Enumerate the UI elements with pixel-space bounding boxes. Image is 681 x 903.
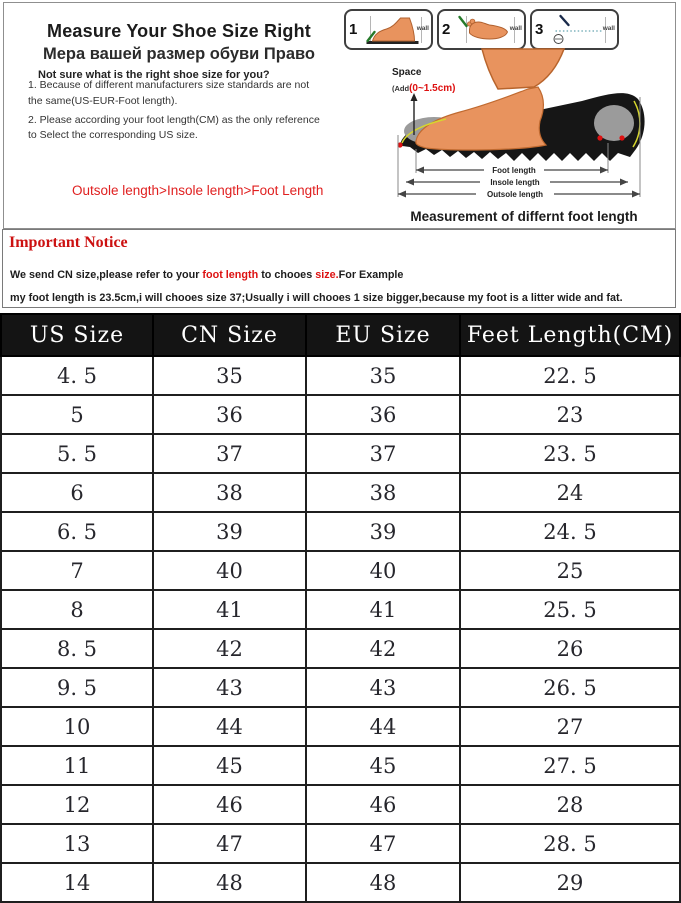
- size-cell: 13: [1, 824, 153, 863]
- size-cell: 35: [306, 356, 460, 395]
- size-cell: 7: [1, 551, 153, 590]
- table-row: [1, 356, 680, 395]
- table-row: [1, 551, 680, 590]
- notice-highlight: size.: [315, 268, 339, 281]
- notice-line-1: [10, 269, 403, 281]
- column-header: Feet Length(CM): [460, 314, 680, 356]
- notice-text: For Example: [338, 268, 404, 281]
- diagram-caption: Measurement of differnt foot length: [410, 208, 638, 224]
- size-table-header-row: [1, 314, 680, 356]
- table-row: [1, 863, 680, 902]
- size-cell: 9. 5: [1, 668, 153, 707]
- size-cell: 36: [306, 395, 460, 434]
- table-row: [1, 590, 680, 629]
- size-cell: 6. 5: [1, 512, 153, 551]
- size-cell: 36: [153, 395, 306, 434]
- size-table: [0, 313, 681, 903]
- space-add-value: (0~1.5cm): [409, 83, 456, 94]
- table-row: [1, 512, 680, 551]
- size-cell: 46: [306, 785, 460, 824]
- size-cell: 29: [460, 863, 680, 902]
- size-cell: 41: [306, 590, 460, 629]
- size-cell: 40: [153, 551, 306, 590]
- size-cell: 47: [306, 824, 460, 863]
- size-cell: 24. 5: [460, 512, 680, 551]
- table-row: [1, 785, 680, 824]
- size-cell: 12: [1, 785, 153, 824]
- size-cell: 46: [153, 785, 306, 824]
- size-cell: 48: [153, 863, 306, 902]
- table-row: [1, 824, 680, 863]
- important-notice-section: [2, 229, 676, 308]
- size-cell: 22. 5: [460, 356, 680, 395]
- step-1-number: 1: [349, 21, 358, 38]
- marker-dot: [597, 135, 602, 140]
- table-row: [1, 473, 680, 512]
- size-cell: 44: [306, 707, 460, 746]
- size-cell: 10: [1, 707, 153, 746]
- column-header: EU Size: [306, 314, 460, 356]
- pen-icon: [561, 16, 569, 25]
- measure-guide-section: [3, 2, 676, 229]
- step-1-box: [344, 9, 433, 50]
- size-cell: 26: [460, 629, 680, 668]
- wall-label: wall: [602, 25, 615, 32]
- space-add-prefix: (Add: [392, 84, 410, 93]
- step-3-number: 3: [535, 21, 544, 38]
- size-cell: 42: [306, 629, 460, 668]
- size-cell: 45: [306, 746, 460, 785]
- notice-line-2: my foot length is 23.5cm,i will chooes size 37;Usually i will chooes 1 size bigger,because my foot is a litter wide and fat.: [10, 291, 623, 304]
- size-cell: 42: [153, 629, 306, 668]
- size-cell: 48: [306, 863, 460, 902]
- size-cell: 24: [460, 473, 680, 512]
- size-cell: 26. 5: [460, 668, 680, 707]
- foot-length-label: Foot length: [492, 166, 536, 175]
- table-row: [1, 746, 680, 785]
- guide-points: [28, 78, 320, 147]
- insole-length-label: Insole length: [490, 178, 540, 187]
- table-row: [1, 707, 680, 746]
- table-row: [1, 668, 680, 707]
- size-cell: 27: [460, 707, 680, 746]
- size-cell: 5: [1, 395, 153, 434]
- size-cell: 8. 5: [1, 629, 153, 668]
- size-cell: 38: [306, 473, 460, 512]
- size-cell: 8: [1, 590, 153, 629]
- size-cell: 25. 5: [460, 590, 680, 629]
- size-cell: 28: [460, 785, 680, 824]
- size-cell: 23: [460, 395, 680, 434]
- space-annotation: [392, 67, 456, 96]
- length-rule-text: Outsole length>Insole length>Foot Length: [72, 182, 324, 198]
- wall-label: wall: [509, 25, 522, 32]
- size-cell: 43: [153, 668, 306, 707]
- guide-point-1: 1. Because of different manufacturers size standards are not the same(US-EUR-Foot length).: [28, 79, 310, 107]
- size-cell: 43: [306, 668, 460, 707]
- size-cell: 47: [153, 824, 306, 863]
- guide-question: Not sure what is the right shoe size for you?: [38, 69, 270, 81]
- size-cell: 45: [153, 746, 306, 785]
- column-header: US Size: [1, 314, 153, 356]
- step-2-box: [437, 9, 526, 50]
- size-cell: 37: [306, 434, 460, 473]
- table-row: [1, 434, 680, 473]
- size-cell: 11: [1, 746, 153, 785]
- marker-dot: [619, 135, 624, 140]
- notice-text: to chooes: [258, 268, 316, 281]
- measure-steps: [344, 9, 619, 50]
- size-cell: 40: [306, 551, 460, 590]
- size-cell: 6: [1, 473, 153, 512]
- page-title: Measure Your Shoe Size Right: [47, 21, 311, 42]
- size-cell: 39: [306, 512, 460, 551]
- step-3-box: [530, 9, 619, 50]
- table-row: [1, 395, 680, 434]
- subtitle-russian: Мера вашей размер обуви Право: [42, 44, 316, 63]
- leg-shape: [482, 49, 564, 89]
- size-cell: 38: [153, 473, 306, 512]
- wall-label: wall: [416, 25, 429, 32]
- size-cell: 23. 5: [460, 434, 680, 473]
- size-cell: 44: [153, 707, 306, 746]
- size-cell: 28. 5: [460, 824, 680, 863]
- size-cell: 5. 5: [1, 434, 153, 473]
- table-row: [1, 629, 680, 668]
- size-cell: 14: [1, 863, 153, 902]
- size-cell: 4. 5: [1, 356, 153, 395]
- size-cell: 35: [153, 356, 306, 395]
- size-cell: 41: [153, 590, 306, 629]
- notice-title: Important Notice: [9, 234, 128, 251]
- outsole-length-label: Outsole length: [487, 190, 543, 199]
- size-table-body: [1, 356, 680, 902]
- size-cell: 39: [153, 512, 306, 551]
- green-pen-icon: [460, 17, 467, 26]
- size-cell: 25: [460, 551, 680, 590]
- notice-highlight: foot length: [202, 268, 259, 281]
- size-cell: 37: [153, 434, 306, 473]
- notice-text: We send CN size,please refer to your: [10, 268, 203, 281]
- step-2-number: 2: [442, 21, 451, 38]
- column-header: CN Size: [153, 314, 306, 356]
- space-word: Space: [392, 67, 422, 78]
- size-cell: 27. 5: [460, 746, 680, 785]
- guide-point-2: 2. Please according your foot length(CM) as the only reference to Select the corresponding US size.: [28, 113, 320, 142]
